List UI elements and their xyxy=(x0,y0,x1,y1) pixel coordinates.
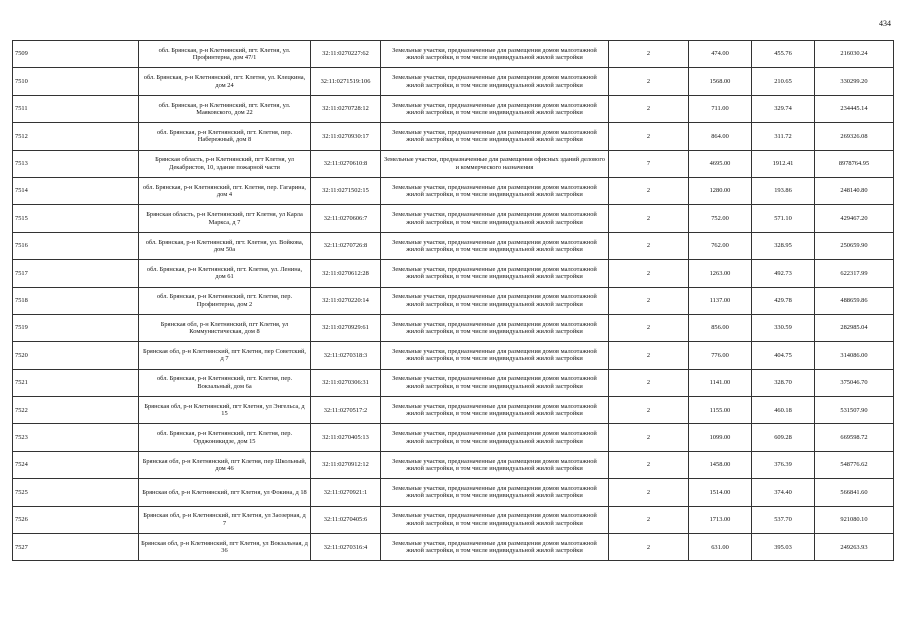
group-cell: 2 xyxy=(609,314,689,341)
specific-value-cell: 609.28 xyxy=(752,424,815,451)
table-row xyxy=(13,397,894,424)
table-row xyxy=(13,534,894,561)
cadastral-cost-cell: 248140.80 xyxy=(815,177,894,204)
area-cell: 752.00 xyxy=(689,205,752,232)
land-use-cell: Земельные участки, предназначенные для размещения домов малоэтажной жилой застройки, в том числе индивидуальной жилой застройки xyxy=(381,369,609,396)
table-row xyxy=(13,205,894,232)
group-cell: 2 xyxy=(609,534,689,561)
group-cell: 2 xyxy=(609,369,689,396)
cadastral-cost-cell: 622317.99 xyxy=(815,260,894,287)
row-number: 7519 xyxy=(13,314,139,341)
table-row xyxy=(13,232,894,259)
table-row xyxy=(13,177,894,204)
specific-value-cell: 330.59 xyxy=(752,314,815,341)
address-cell: Брянская обл, р-н Клетнянский, пгт Клетня, ул Вокзальная, д 36 xyxy=(139,534,311,561)
area-cell: 1099.00 xyxy=(689,424,752,451)
area-cell: 1141.00 xyxy=(689,369,752,396)
group-cell: 7 xyxy=(609,150,689,177)
area-cell: 1155.00 xyxy=(689,397,752,424)
group-cell: 2 xyxy=(609,287,689,314)
cadastral-cost-cell: 375046.70 xyxy=(815,369,894,396)
specific-value-cell: 374.40 xyxy=(752,479,815,506)
specific-value-cell: 328.95 xyxy=(752,232,815,259)
table-row xyxy=(13,287,894,314)
area-cell: 1713.00 xyxy=(689,506,752,533)
cadastral-cost-cell: 669598.72 xyxy=(815,424,894,451)
table-row xyxy=(13,479,894,506)
specific-value-cell: 404.75 xyxy=(752,342,815,369)
group-cell: 2 xyxy=(609,95,689,122)
address-cell: обл. Брянская, р-н Клетнянский, пгт. Клетня, пер. Набережный, дом 8 xyxy=(139,123,311,150)
group-cell: 2 xyxy=(609,232,689,259)
group-cell: 2 xyxy=(609,342,689,369)
group-cell: 2 xyxy=(609,123,689,150)
address-cell: Брянская обл, р-н Клетнянский, пгт Клетня, ул Коммунистическая, дом 8 xyxy=(139,314,311,341)
row-number: 7525 xyxy=(13,479,139,506)
area-cell: 631.00 xyxy=(689,534,752,561)
land-use-cell: Земельные участки, предназначенные для размещения домов малоэтажной жилой застройки, в том числе индивидуальной жилой застройки xyxy=(381,342,609,369)
specific-value-cell: 210.65 xyxy=(752,68,815,95)
land-use-cell: Земельные участки, предназначенные для размещения домов малоэтажной жилой застройки, в том числе индивидуальной жилой застройки xyxy=(381,177,609,204)
cadastral-number-cell: 32:11:0270405:13 xyxy=(311,424,381,451)
cadastral-cost-cell: 531507.90 xyxy=(815,397,894,424)
land-use-cell: Земельные участки, предназначенные для размещения домов малоэтажной жилой застройки, в том числе индивидуальной жилой застройки xyxy=(381,232,609,259)
row-number: 7511 xyxy=(13,95,139,122)
land-use-cell: Земельные участки, предназначенные для размещения домов малоэтажной жилой застройки, в том числе индивидуальной жилой застройки xyxy=(381,479,609,506)
row-number: 7524 xyxy=(13,451,139,478)
cadastral-number-cell: 32:11:0270318:3 xyxy=(311,342,381,369)
specific-value-cell: 311.72 xyxy=(752,123,815,150)
specific-value-cell: 455.76 xyxy=(752,41,815,68)
row-number: 7527 xyxy=(13,534,139,561)
cadastral-number-cell: 32:11:0270612:28 xyxy=(311,260,381,287)
group-cell: 2 xyxy=(609,479,689,506)
table-row xyxy=(13,314,894,341)
area-cell: 776.00 xyxy=(689,342,752,369)
land-use-cell: Земельные участки, предназначенные для размещения домов малоэтажной жилой застройки, в том числе индивидуальной жилой застройки xyxy=(381,95,609,122)
group-cell: 2 xyxy=(609,205,689,232)
specific-value-cell: 492.73 xyxy=(752,260,815,287)
area-cell: 1263.00 xyxy=(689,260,752,287)
address-cell: Брянская обл, р-н Клетнянский, пгт Клетня, ул Заозерная, д 7 xyxy=(139,506,311,533)
cadastral-number-cell: 32:11:0270912:12 xyxy=(311,451,381,478)
table-row xyxy=(13,369,894,396)
cadastral-number-cell: 32:11:0270610:8 xyxy=(311,150,381,177)
cadastral-cost-cell: 269326.08 xyxy=(815,123,894,150)
address-cell: обл. Брянская, р-н Клетнянский, пгт. Клетня, ул. Маяковского, дом 22 xyxy=(139,95,311,122)
table-row xyxy=(13,451,894,478)
table-body xyxy=(13,41,894,561)
cadastral-number-cell: 32:11:0270220:14 xyxy=(311,287,381,314)
address-cell: обл. Брянская, р-н Клетнянский, пгт. Клетня, пер. Гагарина, дом 4 xyxy=(139,177,311,204)
land-use-cell: Земельные участки, предназначенные для размещения домов малоэтажной жилой застройки, в том числе индивидуальной жилой застройки xyxy=(381,205,609,232)
cadastral-cost-cell: 566841.60 xyxy=(815,479,894,506)
row-number: 7526 xyxy=(13,506,139,533)
area-cell: 856.00 xyxy=(689,314,752,341)
cadastral-number-cell: 32:11:0270316:4 xyxy=(311,534,381,561)
cadastral-cost-cell: 234445.14 xyxy=(815,95,894,122)
cadastral-number-cell: 32:11:0270517:2 xyxy=(311,397,381,424)
address-cell: обл. Брянская, р-н Клетнянский, пгт. Клетня, ул. Ленина, дом 61 xyxy=(139,260,311,287)
land-use-cell: Земельные участки, предназначенные для размещения домов малоэтажной жилой застройки, в том числе индивидуальной жилой застройки xyxy=(381,260,609,287)
area-cell: 1568.00 xyxy=(689,68,752,95)
row-number: 7514 xyxy=(13,177,139,204)
address-cell: Брянская обл, р-н Клетнянский, пгт Клетня, пер Советский, д 7 xyxy=(139,342,311,369)
cadastral-cost-cell: 488659.86 xyxy=(815,287,894,314)
row-number: 7516 xyxy=(13,232,139,259)
area-cell: 864.00 xyxy=(689,123,752,150)
cadastral-number-cell: 32:11:0271519:106 xyxy=(311,68,381,95)
row-number: 7523 xyxy=(13,424,139,451)
address-cell: Брянская область, р-н Клетнянский, пгт Клетня, ул Карла Маркса, д 7 xyxy=(139,205,311,232)
cadastral-value-table xyxy=(12,40,894,561)
specific-value-cell: 537.70 xyxy=(752,506,815,533)
row-number: 7509 xyxy=(13,41,139,68)
address-cell: обл. Брянская, р-н Клетнянский, пгт. Клетня, пер. Профинтерна, дом 2 xyxy=(139,287,311,314)
land-use-cell: Земельные участки, предназначенные для размещения домов малоэтажной жилой застройки, в том числе индивидуальной жилой застройки xyxy=(381,41,609,68)
specific-value-cell: 395.03 xyxy=(752,534,815,561)
row-number: 7521 xyxy=(13,369,139,396)
address-cell: Брянская обл, р-н Клетнянский, пгт Клетня, ул Энгельса, д 15 xyxy=(139,397,311,424)
land-use-cell: Земельные участки, предназначенные для размещения домов малоэтажной жилой застройки, в том числе индивидуальной жилой застройки xyxy=(381,68,609,95)
group-cell: 2 xyxy=(609,424,689,451)
group-cell: 2 xyxy=(609,260,689,287)
land-use-cell: Земельные участки, предназначенные для размещения домов малоэтажной жилой застройки, в том числе индивидуальной жилой застройки xyxy=(381,506,609,533)
table-row xyxy=(13,68,894,95)
area-cell: 1514.00 xyxy=(689,479,752,506)
cadastral-cost-cell: 249263.93 xyxy=(815,534,894,561)
table-row xyxy=(13,150,894,177)
table-row xyxy=(13,95,894,122)
row-number: 7520 xyxy=(13,342,139,369)
row-number: 7510 xyxy=(13,68,139,95)
group-cell: 2 xyxy=(609,506,689,533)
specific-value-cell: 1912.41 xyxy=(752,150,815,177)
specific-value-cell: 193.86 xyxy=(752,177,815,204)
cadastral-cost-cell: 314086.00 xyxy=(815,342,894,369)
address-cell: Брянская обл, р-н Клетнянский, пгт Клетня, пер Школьный, дом 46 xyxy=(139,451,311,478)
cadastral-number-cell: 32:11:0270930:17 xyxy=(311,123,381,150)
cadastral-cost-cell: 330299.20 xyxy=(815,68,894,95)
address-cell: обл. Брянская, р-н Клетнянский, пгт. Клетня, ул. Клецкина, дом 24 xyxy=(139,68,311,95)
cadastral-number-cell: 32:11:0270929:61 xyxy=(311,314,381,341)
area-cell: 1280.00 xyxy=(689,177,752,204)
row-number: 7518 xyxy=(13,287,139,314)
cadastral-number-cell: 32:11:0271502:15 xyxy=(311,177,381,204)
address-cell: Брянская обл, р-н Клетнянский, пгт Клетня, ул Фокина, д 18 xyxy=(139,479,311,506)
group-cell: 2 xyxy=(609,68,689,95)
table-row xyxy=(13,260,894,287)
table-row xyxy=(13,424,894,451)
area-cell: 711.00 xyxy=(689,95,752,122)
land-use-cell: Земельные участки, предназначенные для размещения домов малоэтажной жилой застройки, в том числе индивидуальной жилой застройки xyxy=(381,314,609,341)
land-use-cell: Земельные участки, предназначенные для размещения домов малоэтажной жилой застройки, в том числе индивидуальной жилой застройки xyxy=(381,287,609,314)
cadastral-number-cell: 32:11:0270606:7 xyxy=(311,205,381,232)
cadastral-number-cell: 32:11:0270728:12 xyxy=(311,95,381,122)
table-row xyxy=(13,506,894,533)
cadastral-number-cell: 32:11:0270405:6 xyxy=(311,506,381,533)
group-cell: 2 xyxy=(609,451,689,478)
cadastral-number-cell: 32:11:0270921:1 xyxy=(311,479,381,506)
row-number: 7522 xyxy=(13,397,139,424)
specific-value-cell: 571.10 xyxy=(752,205,815,232)
row-number: 7517 xyxy=(13,260,139,287)
area-cell: 1137.00 xyxy=(689,287,752,314)
specific-value-cell: 329.74 xyxy=(752,95,815,122)
land-use-cell: Земельные участки, предназначенные для размещения домов малоэтажной жилой застройки, в том числе индивидуальной жилой застройки xyxy=(381,123,609,150)
land-use-cell: Земельные участки, предназначенные для размещения домов малоэтажной жилой застройки, в том числе индивидуальной жилой застройки xyxy=(381,534,609,561)
area-cell: 4695.00 xyxy=(689,150,752,177)
area-cell: 762.00 xyxy=(689,232,752,259)
cadastral-cost-cell: 282985.04 xyxy=(815,314,894,341)
land-use-cell: Земельные участки, предназначенные для размещения офисных зданий делового и коммерческого назначения xyxy=(381,150,609,177)
row-number: 7512 xyxy=(13,123,139,150)
specific-value-cell: 376.39 xyxy=(752,451,815,478)
area-cell: 1458.00 xyxy=(689,451,752,478)
land-use-cell: Земельные участки, предназначенные для размещения домов малоэтажной жилой застройки, в том числе индивидуальной жилой застройки xyxy=(381,397,609,424)
row-number: 7513 xyxy=(13,150,139,177)
land-use-cell: Земельные участки, предназначенные для размещения домов малоэтажной жилой застройки, в том числе индивидуальной жилой застройки xyxy=(381,451,609,478)
table-row xyxy=(13,123,894,150)
address-cell: обл. Брянская, р-н Клетнянский, пгт. Клетня, пер. Вокзальный, дом 6а xyxy=(139,369,311,396)
specific-value-cell: 460.18 xyxy=(752,397,815,424)
group-cell: 2 xyxy=(609,397,689,424)
area-cell: 474.00 xyxy=(689,41,752,68)
cadastral-cost-cell: 429467.20 xyxy=(815,205,894,232)
cadastral-cost-cell: 216030.24 xyxy=(815,41,894,68)
cadastral-cost-cell: 548776.62 xyxy=(815,451,894,478)
cadastral-number-cell: 32:11:0270227:62 xyxy=(311,41,381,68)
cadastral-number-cell: 32:11:0270306:31 xyxy=(311,369,381,396)
cadastral-number-cell: 32:11:0270726:8 xyxy=(311,232,381,259)
address-cell: обл. Брянская, р-н Клетнянский, пгт. Клетня, ул. Профинтерна, дом 47/1 xyxy=(139,41,311,68)
specific-value-cell: 429.78 xyxy=(752,287,815,314)
table-row xyxy=(13,342,894,369)
page-number: 434 xyxy=(879,19,891,28)
group-cell: 2 xyxy=(609,177,689,204)
address-cell: обл. Брянская, р-н Клетнянский, пгт. Клетня, пер. Орджоникидзе, дом 15 xyxy=(139,424,311,451)
row-number: 7515 xyxy=(13,205,139,232)
address-cell: Брянская область, р-н Клетнянский, пгт Клетня, ул Декабристов, 10, здание пожарной части xyxy=(139,150,311,177)
cadastral-cost-cell: 8978764.95 xyxy=(815,150,894,177)
table-row xyxy=(13,41,894,68)
group-cell: 2 xyxy=(609,41,689,68)
land-use-cell: Земельные участки, предназначенные для размещения домов малоэтажной жилой застройки, в том числе индивидуальной жилой застройки xyxy=(381,424,609,451)
cadastral-cost-cell: 921080.10 xyxy=(815,506,894,533)
specific-value-cell: 328.70 xyxy=(752,369,815,396)
cadastral-cost-cell: 250659.90 xyxy=(815,232,894,259)
address-cell: обл. Брянская, р-н Клетнянский, пгт. Клетня, ул. Войкова, дом 50а xyxy=(139,232,311,259)
